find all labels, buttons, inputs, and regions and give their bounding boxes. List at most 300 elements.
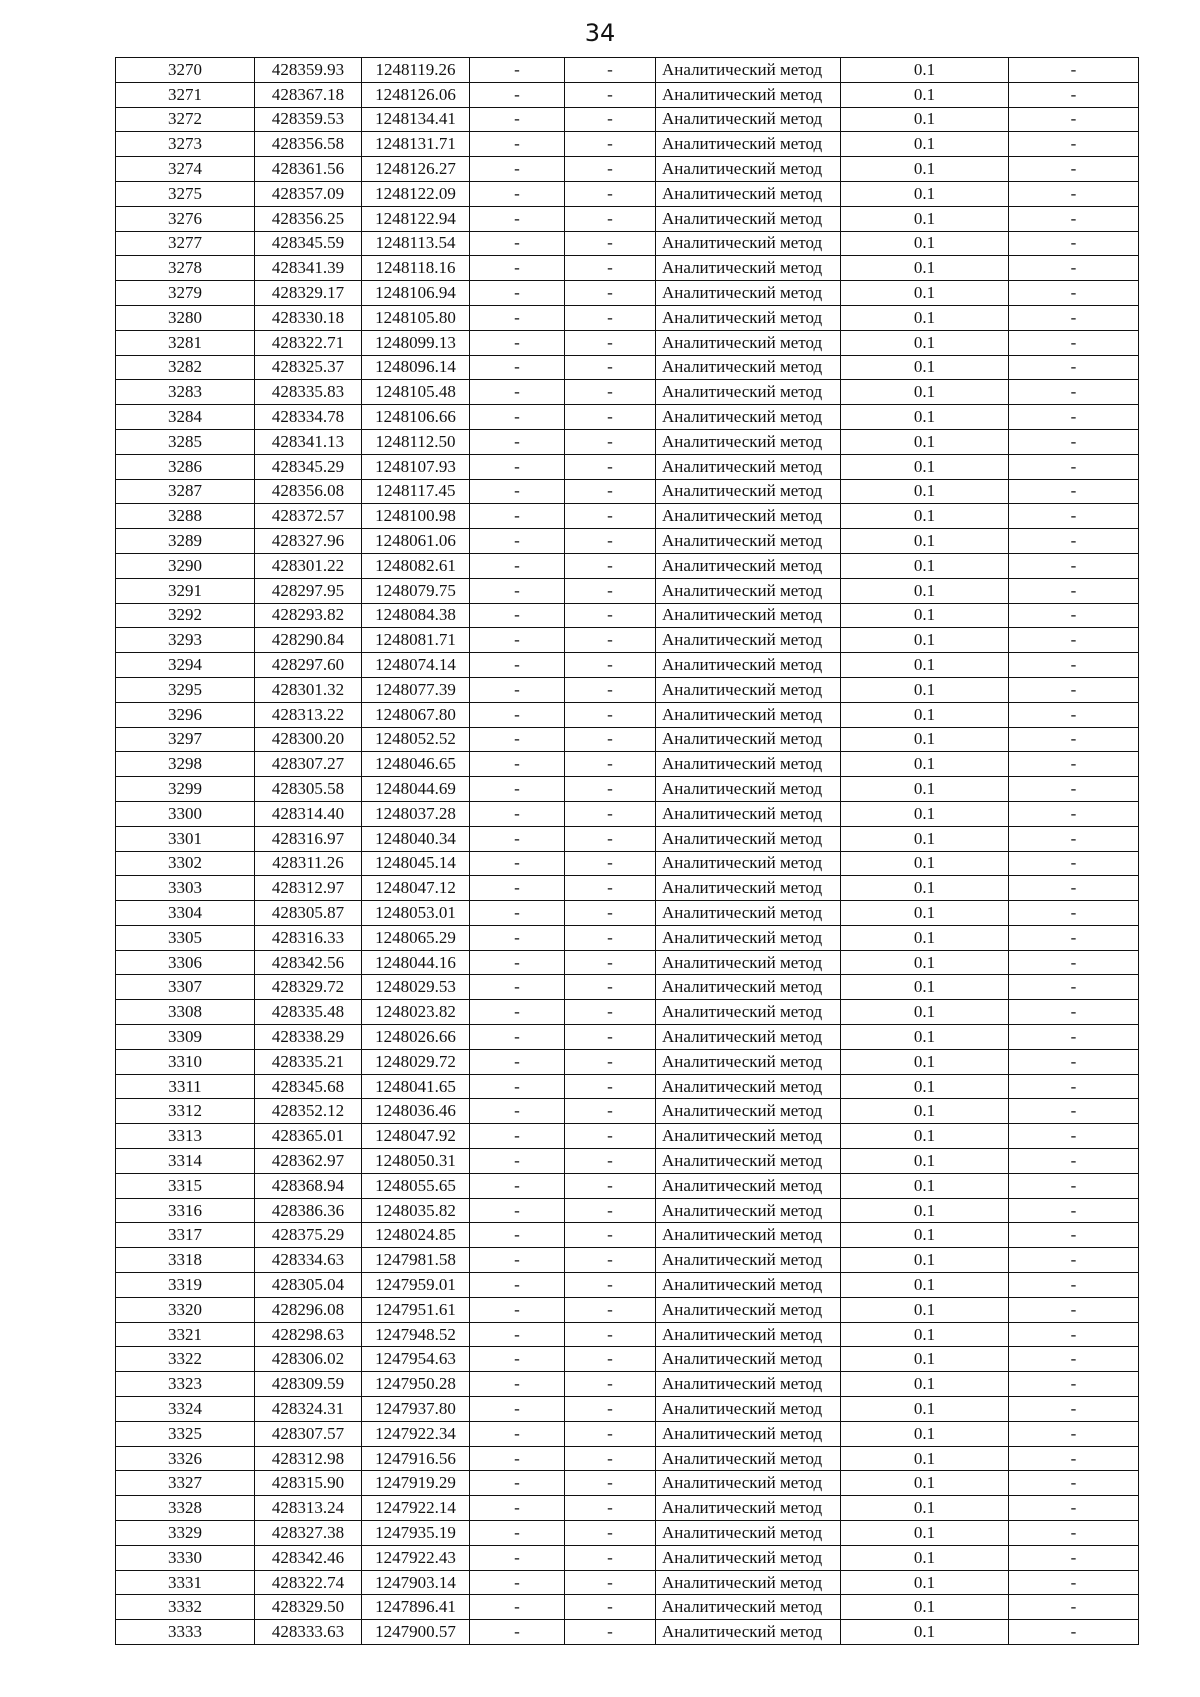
point-number-cell: 3319 bbox=[116, 1273, 255, 1298]
table-row bbox=[116, 1173, 1139, 1198]
precision-cell: 0.1 bbox=[841, 157, 1009, 182]
point-number-cell: 3300 bbox=[116, 801, 255, 826]
table-row bbox=[116, 157, 1139, 182]
empty-dash-cell: - bbox=[565, 504, 656, 529]
precision-cell: 0.1 bbox=[841, 1074, 1009, 1099]
point-number-cell: 3316 bbox=[116, 1198, 255, 1223]
x-coordinate-cell: 428341.39 bbox=[255, 256, 362, 281]
y-coordinate-cell: 1248131.71 bbox=[362, 132, 470, 157]
empty-dash-cell: - bbox=[1009, 1297, 1139, 1322]
empty-dash-cell: - bbox=[565, 107, 656, 132]
y-coordinate-cell: 1248134.41 bbox=[362, 107, 470, 132]
empty-dash-cell: - bbox=[470, 801, 565, 826]
empty-dash-cell: - bbox=[565, 157, 656, 182]
point-number-cell: 3309 bbox=[116, 1025, 255, 1050]
precision-cell: 0.1 bbox=[841, 1198, 1009, 1223]
empty-dash-cell: - bbox=[1009, 1000, 1139, 1025]
point-number-cell: 3328 bbox=[116, 1496, 255, 1521]
x-coordinate-cell: 428335.48 bbox=[255, 1000, 362, 1025]
precision-cell: 0.1 bbox=[841, 1570, 1009, 1595]
method-cell: Аналитический метод bbox=[656, 653, 841, 678]
y-coordinate-cell: 1248074.14 bbox=[362, 653, 470, 678]
method-cell: Аналитический метод bbox=[656, 231, 841, 256]
empty-dash-cell: - bbox=[470, 727, 565, 752]
empty-dash-cell: - bbox=[1009, 305, 1139, 330]
table-row bbox=[116, 727, 1139, 752]
method-cell: Аналитический метод bbox=[656, 1620, 841, 1645]
empty-dash-cell: - bbox=[1009, 1521, 1139, 1546]
empty-dash-cell: - bbox=[470, 1570, 565, 1595]
method-cell: Аналитический метод bbox=[656, 405, 841, 430]
y-coordinate-cell: 1248047.92 bbox=[362, 1124, 470, 1149]
empty-dash-cell: - bbox=[470, 405, 565, 430]
precision-cell: 0.1 bbox=[841, 1471, 1009, 1496]
x-coordinate-cell: 428334.78 bbox=[255, 405, 362, 430]
method-cell: Аналитический метод bbox=[656, 553, 841, 578]
precision-cell: 0.1 bbox=[841, 950, 1009, 975]
empty-dash-cell: - bbox=[1009, 1397, 1139, 1422]
y-coordinate-cell: 1248081.71 bbox=[362, 628, 470, 653]
x-coordinate-cell: 428356.58 bbox=[255, 132, 362, 157]
method-cell: Аналитический метод bbox=[656, 876, 841, 901]
precision-cell: 0.1 bbox=[841, 529, 1009, 554]
empty-dash-cell: - bbox=[1009, 82, 1139, 107]
precision-cell: 0.1 bbox=[841, 1545, 1009, 1570]
point-number-cell: 3287 bbox=[116, 479, 255, 504]
empty-dash-cell: - bbox=[565, 876, 656, 901]
empty-dash-cell: - bbox=[470, 82, 565, 107]
precision-cell: 0.1 bbox=[841, 1421, 1009, 1446]
empty-dash-cell: - bbox=[565, 1124, 656, 1149]
precision-cell: 0.1 bbox=[841, 1248, 1009, 1273]
table-row bbox=[116, 206, 1139, 231]
empty-dash-cell: - bbox=[1009, 380, 1139, 405]
point-number-cell: 3302 bbox=[116, 851, 255, 876]
empty-dash-cell: - bbox=[470, 1421, 565, 1446]
empty-dash-cell: - bbox=[470, 206, 565, 231]
x-coordinate-cell: 428313.22 bbox=[255, 702, 362, 727]
empty-dash-cell: - bbox=[1009, 504, 1139, 529]
y-coordinate-cell: 1247922.43 bbox=[362, 1545, 470, 1570]
x-coordinate-cell: 428312.98 bbox=[255, 1446, 362, 1471]
table-row bbox=[116, 454, 1139, 479]
y-coordinate-cell: 1247916.56 bbox=[362, 1446, 470, 1471]
point-number-cell: 3277 bbox=[116, 231, 255, 256]
table-row bbox=[116, 752, 1139, 777]
x-coordinate-cell: 428362.97 bbox=[255, 1149, 362, 1174]
precision-cell: 0.1 bbox=[841, 454, 1009, 479]
empty-dash-cell: - bbox=[565, 256, 656, 281]
method-cell: Аналитический метод bbox=[656, 529, 841, 554]
method-cell: Аналитический метод bbox=[656, 851, 841, 876]
y-coordinate-cell: 1247948.52 bbox=[362, 1322, 470, 1347]
precision-cell: 0.1 bbox=[841, 1322, 1009, 1347]
empty-dash-cell: - bbox=[1009, 1273, 1139, 1298]
point-number-cell: 3273 bbox=[116, 132, 255, 157]
table-row bbox=[116, 1545, 1139, 1570]
table-row bbox=[116, 826, 1139, 851]
table-row bbox=[116, 1099, 1139, 1124]
method-cell: Аналитический метод bbox=[656, 1273, 841, 1298]
method-cell: Аналитический метод bbox=[656, 925, 841, 950]
x-coordinate-cell: 428329.72 bbox=[255, 975, 362, 1000]
point-number-cell: 3281 bbox=[116, 330, 255, 355]
empty-dash-cell: - bbox=[565, 1297, 656, 1322]
empty-dash-cell: - bbox=[1009, 58, 1139, 83]
empty-dash-cell: - bbox=[470, 256, 565, 281]
table-row bbox=[116, 181, 1139, 206]
point-number-cell: 3324 bbox=[116, 1397, 255, 1422]
y-coordinate-cell: 1248023.82 bbox=[362, 1000, 470, 1025]
empty-dash-cell: - bbox=[1009, 1074, 1139, 1099]
empty-dash-cell: - bbox=[565, 380, 656, 405]
x-coordinate-cell: 428311.26 bbox=[255, 851, 362, 876]
point-number-cell: 3275 bbox=[116, 181, 255, 206]
y-coordinate-cell: 1248045.14 bbox=[362, 851, 470, 876]
empty-dash-cell: - bbox=[470, 1223, 565, 1248]
x-coordinate-cell: 428305.58 bbox=[255, 777, 362, 802]
point-number-cell: 3333 bbox=[116, 1620, 255, 1645]
empty-dash-cell: - bbox=[1009, 603, 1139, 628]
x-coordinate-cell: 428290.84 bbox=[255, 628, 362, 653]
empty-dash-cell: - bbox=[1009, 801, 1139, 826]
x-coordinate-cell: 428316.33 bbox=[255, 925, 362, 950]
method-cell: Аналитический метод bbox=[656, 1173, 841, 1198]
precision-cell: 0.1 bbox=[841, 925, 1009, 950]
empty-dash-cell: - bbox=[470, 975, 565, 1000]
table-row bbox=[116, 1074, 1139, 1099]
empty-dash-cell: - bbox=[565, 1347, 656, 1372]
empty-dash-cell: - bbox=[1009, 1049, 1139, 1074]
empty-dash-cell: - bbox=[565, 752, 656, 777]
y-coordinate-cell: 1248126.27 bbox=[362, 157, 470, 182]
precision-cell: 0.1 bbox=[841, 1149, 1009, 1174]
precision-cell: 0.1 bbox=[841, 1297, 1009, 1322]
table-row bbox=[116, 975, 1139, 1000]
empty-dash-cell: - bbox=[1009, 529, 1139, 554]
y-coordinate-cell: 1247896.41 bbox=[362, 1595, 470, 1620]
method-cell: Аналитический метод bbox=[656, 702, 841, 727]
empty-dash-cell: - bbox=[1009, 826, 1139, 851]
method-cell: Аналитический метод bbox=[656, 1446, 841, 1471]
x-coordinate-cell: 428327.96 bbox=[255, 529, 362, 554]
y-coordinate-cell: 1248126.06 bbox=[362, 82, 470, 107]
y-coordinate-cell: 1248046.65 bbox=[362, 752, 470, 777]
empty-dash-cell: - bbox=[565, 132, 656, 157]
empty-dash-cell: - bbox=[470, 1372, 565, 1397]
table-row bbox=[116, 702, 1139, 727]
precision-cell: 0.1 bbox=[841, 1620, 1009, 1645]
precision-cell: 0.1 bbox=[841, 1595, 1009, 1620]
table-row bbox=[116, 1322, 1139, 1347]
empty-dash-cell: - bbox=[470, 950, 565, 975]
point-number-cell: 3329 bbox=[116, 1521, 255, 1546]
table-row bbox=[116, 1471, 1139, 1496]
y-coordinate-cell: 1248035.82 bbox=[362, 1198, 470, 1223]
empty-dash-cell: - bbox=[565, 1421, 656, 1446]
empty-dash-cell: - bbox=[565, 479, 656, 504]
method-cell: Аналитический метод bbox=[656, 305, 841, 330]
empty-dash-cell: - bbox=[470, 1297, 565, 1322]
empty-dash-cell: - bbox=[470, 231, 565, 256]
precision-cell: 0.1 bbox=[841, 355, 1009, 380]
method-cell: Аналитический метод bbox=[656, 429, 841, 454]
empty-dash-cell: - bbox=[565, 454, 656, 479]
point-number-cell: 3310 bbox=[116, 1049, 255, 1074]
x-coordinate-cell: 428367.18 bbox=[255, 82, 362, 107]
point-number-cell: 3325 bbox=[116, 1421, 255, 1446]
precision-cell: 0.1 bbox=[841, 107, 1009, 132]
precision-cell: 0.1 bbox=[841, 82, 1009, 107]
empty-dash-cell: - bbox=[565, 653, 656, 678]
precision-cell: 0.1 bbox=[841, 429, 1009, 454]
method-cell: Аналитический метод bbox=[656, 1124, 841, 1149]
precision-cell: 0.1 bbox=[841, 281, 1009, 306]
empty-dash-cell: - bbox=[1009, 1570, 1139, 1595]
method-cell: Аналитический метод bbox=[656, 181, 841, 206]
y-coordinate-cell: 1248044.16 bbox=[362, 950, 470, 975]
empty-dash-cell: - bbox=[565, 702, 656, 727]
method-cell: Аналитический метод bbox=[656, 157, 841, 182]
empty-dash-cell: - bbox=[565, 1496, 656, 1521]
table-row bbox=[116, 1248, 1139, 1273]
empty-dash-cell: - bbox=[565, 405, 656, 430]
x-coordinate-cell: 428372.57 bbox=[255, 504, 362, 529]
empty-dash-cell: - bbox=[565, 1521, 656, 1546]
empty-dash-cell: - bbox=[565, 1049, 656, 1074]
y-coordinate-cell: 1248037.28 bbox=[362, 801, 470, 826]
precision-cell: 0.1 bbox=[841, 777, 1009, 802]
precision-cell: 0.1 bbox=[841, 1521, 1009, 1546]
precision-cell: 0.1 bbox=[841, 1099, 1009, 1124]
precision-cell: 0.1 bbox=[841, 603, 1009, 628]
y-coordinate-cell: 1247922.34 bbox=[362, 1421, 470, 1446]
precision-cell: 0.1 bbox=[841, 628, 1009, 653]
point-number-cell: 3274 bbox=[116, 157, 255, 182]
precision-cell: 0.1 bbox=[841, 801, 1009, 826]
x-coordinate-cell: 428335.83 bbox=[255, 380, 362, 405]
method-cell: Аналитический метод bbox=[656, 256, 841, 281]
empty-dash-cell: - bbox=[470, 1074, 565, 1099]
method-cell: Аналитический метод bbox=[656, 1545, 841, 1570]
point-number-cell: 3285 bbox=[116, 429, 255, 454]
point-number-cell: 3331 bbox=[116, 1570, 255, 1595]
y-coordinate-cell: 1248044.69 bbox=[362, 777, 470, 802]
empty-dash-cell: - bbox=[565, 950, 656, 975]
precision-cell: 0.1 bbox=[841, 1273, 1009, 1298]
empty-dash-cell: - bbox=[1009, 901, 1139, 926]
empty-dash-cell: - bbox=[1009, 429, 1139, 454]
x-coordinate-cell: 428322.71 bbox=[255, 330, 362, 355]
method-cell: Аналитический метод bbox=[656, 628, 841, 653]
y-coordinate-cell: 1247954.63 bbox=[362, 1347, 470, 1372]
y-coordinate-cell: 1248082.61 bbox=[362, 553, 470, 578]
x-coordinate-cell: 428298.63 bbox=[255, 1322, 362, 1347]
empty-dash-cell: - bbox=[565, 1173, 656, 1198]
method-cell: Аналитический метод bbox=[656, 355, 841, 380]
method-cell: Аналитический метод bbox=[656, 1248, 841, 1273]
x-coordinate-cell: 428345.29 bbox=[255, 454, 362, 479]
x-coordinate-cell: 428356.25 bbox=[255, 206, 362, 231]
empty-dash-cell: - bbox=[565, 1595, 656, 1620]
precision-cell: 0.1 bbox=[841, 1446, 1009, 1471]
precision-cell: 0.1 bbox=[841, 206, 1009, 231]
precision-cell: 0.1 bbox=[841, 1372, 1009, 1397]
x-coordinate-cell: 428305.87 bbox=[255, 901, 362, 926]
y-coordinate-cell: 1248050.31 bbox=[362, 1149, 470, 1174]
point-number-cell: 3305 bbox=[116, 925, 255, 950]
point-number-cell: 3330 bbox=[116, 1545, 255, 1570]
y-coordinate-cell: 1248106.94 bbox=[362, 281, 470, 306]
empty-dash-cell: - bbox=[470, 181, 565, 206]
precision-cell: 0.1 bbox=[841, 1173, 1009, 1198]
precision-cell: 0.1 bbox=[841, 1347, 1009, 1372]
table-row bbox=[116, 281, 1139, 306]
table-row bbox=[116, 1372, 1139, 1397]
method-cell: Аналитический метод bbox=[656, 454, 841, 479]
precision-cell: 0.1 bbox=[841, 330, 1009, 355]
empty-dash-cell: - bbox=[1009, 355, 1139, 380]
empty-dash-cell: - bbox=[470, 628, 565, 653]
x-coordinate-cell: 428313.24 bbox=[255, 1496, 362, 1521]
precision-cell: 0.1 bbox=[841, 553, 1009, 578]
table-row bbox=[116, 132, 1139, 157]
table-row bbox=[116, 851, 1139, 876]
method-cell: Аналитический метод bbox=[656, 330, 841, 355]
empty-dash-cell: - bbox=[1009, 777, 1139, 802]
method-cell: Аналитический метод bbox=[656, 132, 841, 157]
table-row bbox=[116, 677, 1139, 702]
empty-dash-cell: - bbox=[470, 1198, 565, 1223]
table-row bbox=[116, 901, 1139, 926]
empty-dash-cell: - bbox=[470, 132, 565, 157]
method-cell: Аналитический метод bbox=[656, 1322, 841, 1347]
empty-dash-cell: - bbox=[565, 901, 656, 926]
empty-dash-cell: - bbox=[565, 1198, 656, 1223]
precision-cell: 0.1 bbox=[841, 975, 1009, 1000]
precision-cell: 0.1 bbox=[841, 132, 1009, 157]
empty-dash-cell: - bbox=[565, 1322, 656, 1347]
empty-dash-cell: - bbox=[470, 702, 565, 727]
x-coordinate-cell: 428341.13 bbox=[255, 429, 362, 454]
point-number-cell: 3282 bbox=[116, 355, 255, 380]
method-cell: Аналитический метод bbox=[656, 1421, 841, 1446]
x-coordinate-cell: 428325.37 bbox=[255, 355, 362, 380]
x-coordinate-cell: 428386.36 bbox=[255, 1198, 362, 1223]
empty-dash-cell: - bbox=[1009, 677, 1139, 702]
y-coordinate-cell: 1248119.26 bbox=[362, 58, 470, 83]
method-cell: Аналитический метод bbox=[656, 1149, 841, 1174]
empty-dash-cell: - bbox=[565, 1570, 656, 1595]
y-coordinate-cell: 1248029.72 bbox=[362, 1049, 470, 1074]
y-coordinate-cell: 1248122.09 bbox=[362, 181, 470, 206]
point-number-cell: 3291 bbox=[116, 578, 255, 603]
point-number-cell: 3321 bbox=[116, 1322, 255, 1347]
precision-cell: 0.1 bbox=[841, 58, 1009, 83]
method-cell: Аналитический метод bbox=[656, 1372, 841, 1397]
x-coordinate-cell: 428297.60 bbox=[255, 653, 362, 678]
table-row bbox=[116, 504, 1139, 529]
empty-dash-cell: - bbox=[1009, 975, 1139, 1000]
empty-dash-cell: - bbox=[470, 429, 565, 454]
empty-dash-cell: - bbox=[1009, 1595, 1139, 1620]
table-row bbox=[116, 777, 1139, 802]
point-number-cell: 3292 bbox=[116, 603, 255, 628]
method-cell: Аналитический метод bbox=[656, 479, 841, 504]
precision-cell: 0.1 bbox=[841, 1397, 1009, 1422]
empty-dash-cell: - bbox=[1009, 1173, 1139, 1198]
point-number-cell: 3317 bbox=[116, 1223, 255, 1248]
y-coordinate-cell: 1248099.13 bbox=[362, 330, 470, 355]
x-coordinate-cell: 428296.08 bbox=[255, 1297, 362, 1322]
empty-dash-cell: - bbox=[1009, 1620, 1139, 1645]
method-cell: Аналитический метод bbox=[656, 1471, 841, 1496]
empty-dash-cell: - bbox=[470, 529, 565, 554]
table-row bbox=[116, 305, 1139, 330]
empty-dash-cell: - bbox=[1009, 1545, 1139, 1570]
empty-dash-cell: - bbox=[470, 925, 565, 950]
empty-dash-cell: - bbox=[1009, 231, 1139, 256]
empty-dash-cell: - bbox=[470, 1521, 565, 1546]
point-number-cell: 3303 bbox=[116, 876, 255, 901]
point-number-cell: 3297 bbox=[116, 727, 255, 752]
table-row bbox=[116, 256, 1139, 281]
point-number-cell: 3280 bbox=[116, 305, 255, 330]
empty-dash-cell: - bbox=[565, 553, 656, 578]
x-coordinate-cell: 428306.02 bbox=[255, 1347, 362, 1372]
y-coordinate-cell: 1248040.34 bbox=[362, 826, 470, 851]
empty-dash-cell: - bbox=[565, 975, 656, 1000]
empty-dash-cell: - bbox=[1009, 1149, 1139, 1174]
precision-cell: 0.1 bbox=[841, 181, 1009, 206]
point-number-cell: 3307 bbox=[116, 975, 255, 1000]
y-coordinate-cell: 1248107.93 bbox=[362, 454, 470, 479]
empty-dash-cell: - bbox=[470, 1248, 565, 1273]
empty-dash-cell: - bbox=[565, 1248, 656, 1273]
method-cell: Аналитический метод bbox=[656, 504, 841, 529]
x-coordinate-cell: 428357.09 bbox=[255, 181, 362, 206]
point-number-cell: 3327 bbox=[116, 1471, 255, 1496]
empty-dash-cell: - bbox=[1009, 578, 1139, 603]
empty-dash-cell: - bbox=[470, 1173, 565, 1198]
method-cell: Аналитический метод bbox=[656, 1570, 841, 1595]
x-coordinate-cell: 428316.97 bbox=[255, 826, 362, 851]
empty-dash-cell: - bbox=[565, 677, 656, 702]
table-row bbox=[116, 653, 1139, 678]
table-row bbox=[116, 479, 1139, 504]
x-coordinate-cell: 428330.18 bbox=[255, 305, 362, 330]
empty-dash-cell: - bbox=[470, 777, 565, 802]
precision-cell: 0.1 bbox=[841, 479, 1009, 504]
empty-dash-cell: - bbox=[470, 157, 565, 182]
table-row bbox=[116, 801, 1139, 826]
point-number-cell: 3279 bbox=[116, 281, 255, 306]
x-coordinate-cell: 428329.17 bbox=[255, 281, 362, 306]
empty-dash-cell: - bbox=[470, 1545, 565, 1570]
empty-dash-cell: - bbox=[565, 1545, 656, 1570]
empty-dash-cell: - bbox=[470, 1496, 565, 1521]
y-coordinate-cell: 1248118.16 bbox=[362, 256, 470, 281]
precision-cell: 0.1 bbox=[841, 752, 1009, 777]
point-number-cell: 3283 bbox=[116, 380, 255, 405]
x-coordinate-cell: 428324.31 bbox=[255, 1397, 362, 1422]
x-coordinate-cell: 428342.46 bbox=[255, 1545, 362, 1570]
empty-dash-cell: - bbox=[1009, 107, 1139, 132]
y-coordinate-cell: 1247950.28 bbox=[362, 1372, 470, 1397]
empty-dash-cell: - bbox=[1009, 454, 1139, 479]
precision-cell: 0.1 bbox=[841, 727, 1009, 752]
empty-dash-cell: - bbox=[470, 107, 565, 132]
